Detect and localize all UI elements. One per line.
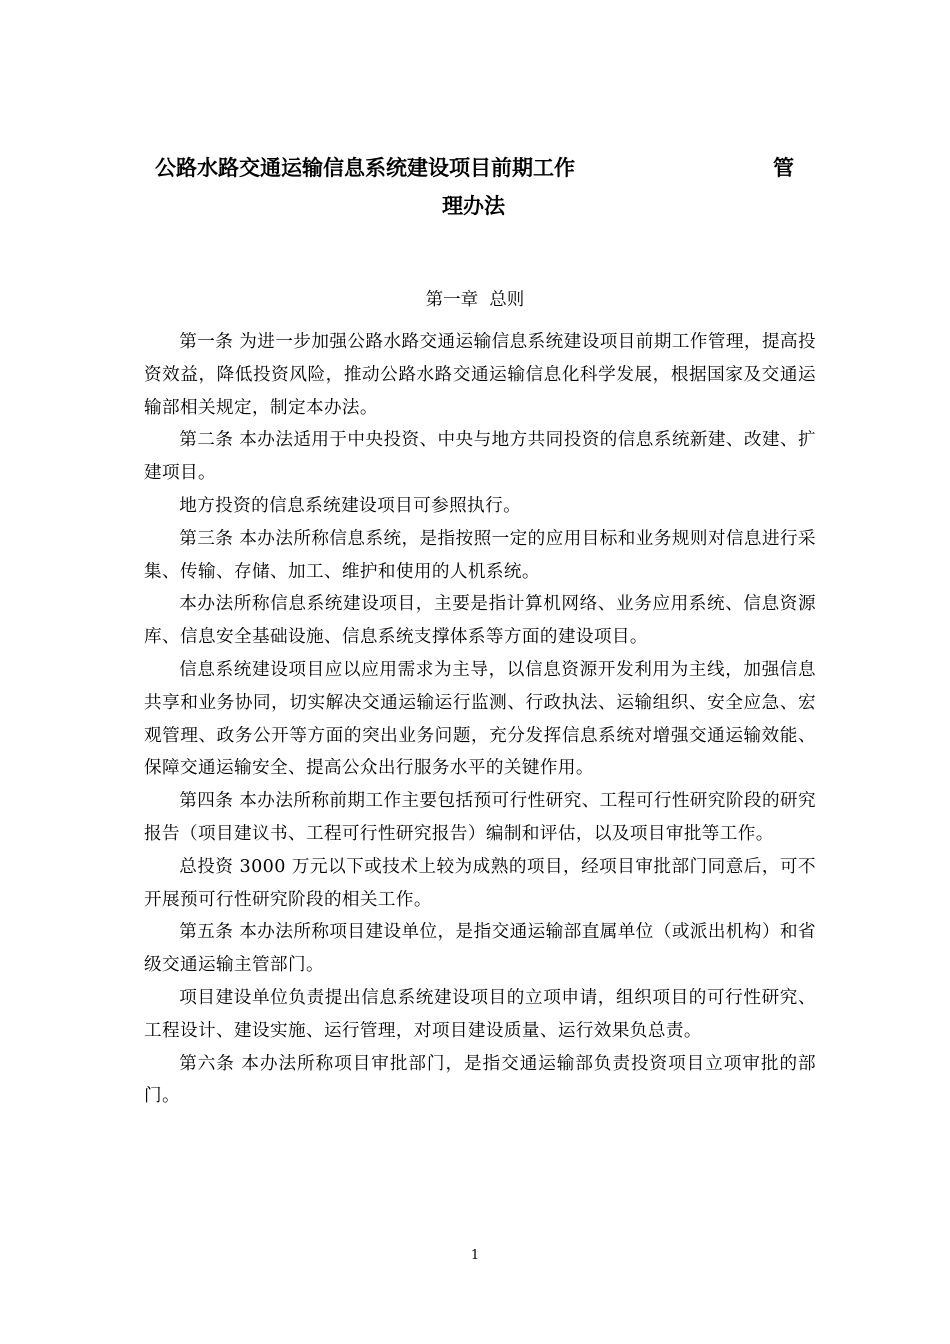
paragraph: 总投资 3000 万元以下或技术上较为成熟的项目，经项目审批部门同意后，可不开展预可行性研究阶段的相关工作。 bbox=[144, 856, 816, 910]
document-title-line2: 理办法 bbox=[442, 194, 505, 218]
page-number: 1 bbox=[470, 1248, 480, 1263]
paragraph: 第二条 本办法适用于中央投资、中央与地方共同投资的信息系统新建、改建、扩建项目。 bbox=[144, 430, 816, 484]
document-title-line1: 公路水路交通运输信息系统建设项目前期工作 bbox=[155, 156, 575, 180]
paragraph: 第六条 本办法所称项目审批部门，是指交通运输部负责投资项目立项审批的部门。 bbox=[144, 1053, 816, 1107]
paragraph: 本办法所称信息系统建设项目，主要是指计算机网络、业务应用系统、信息资源库、信息安全基础设施、信息系统支撑体系等方面的建设项目。 bbox=[144, 594, 816, 648]
document-body bbox=[144, 326, 816, 1113]
chapter-heading: 第一章 总则 bbox=[425, 290, 525, 310]
paragraph: 第五条 本办法所称项目建设单位，是指交通运输部直属单位（或派出机构）和省级交通运输主管部门。 bbox=[144, 922, 816, 976]
paragraph: 信息系统建设项目应以应用需求为主导，以信息资源开发利用为主线，加强信息共享和业务协同，切实解决交通运输运行监测、行政执法、运输组织、安全应急、宏观管理、政务公开等方面的突出业务问题，充分发挥信息系统对增强交通运输效能、保障交通运输安全、提高公众出行服务水平的关键作用。 bbox=[144, 659, 816, 779]
paragraph: 地方投资的信息系统建设项目可参照执行。 bbox=[179, 495, 522, 516]
paragraph: 第三条 本办法所称信息系统，是指按照一定的应用目标和业务规则对信息进行采集、传输、存储、加工、维护和使用的人机系统。 bbox=[144, 528, 816, 582]
paragraph: 项目建设单位负责提出信息系统建设项目的立项申请，组织项目的可行性研究、工程设计、建设实施、运行管理，对项目建设质量、运行效果负总责。 bbox=[144, 987, 816, 1041]
paragraph: 第一条 为进一步加强公路水路交通运输信息系统建设项目前期工作管理，提高投资效益，降低投资风险，推动公路水路交通运输信息化科学发展，根据国家及交通运输部相关规定，制定本办法。 bbox=[144, 332, 816, 418]
paragraph: 第四条 本办法所称前期工作主要包括预可行性研究、工程可行性研究阶段的研究报告（项目建议书、工程可行性研究报告）编制和评估，以及项目审批等工作。 bbox=[144, 791, 816, 844]
document-title-line1-tail: 管 bbox=[773, 156, 794, 180]
